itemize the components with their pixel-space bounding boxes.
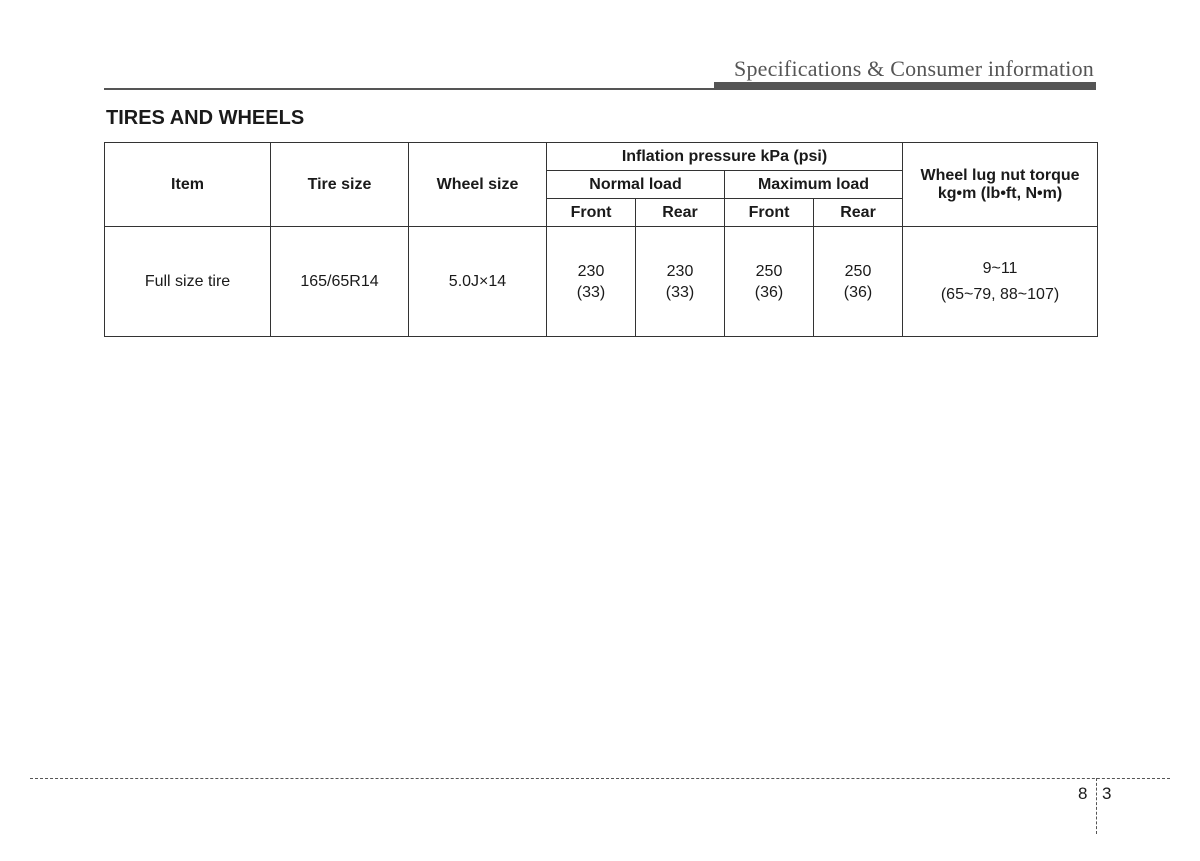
cell-max-front-psi: (36): [754, 283, 784, 301]
footer-dashed-rule: [30, 778, 1170, 779]
footer-page-divider: [1096, 778, 1097, 834]
cell-wheel-size: 5.0J×14: [409, 227, 547, 337]
cell-normal-front-psi: (33): [576, 283, 606, 301]
cell-max-front: [725, 227, 814, 337]
page-number: 3: [1102, 784, 1112, 803]
cell-torque-other: (65~79, 88~107): [940, 285, 1060, 303]
cell-tire-size: 165/65R14: [271, 227, 409, 337]
header-item: Item: [105, 143, 271, 227]
header-inflation-pressure: Inflation pressure kPa (psi): [547, 143, 903, 171]
running-header-title: Specifications & Consumer information: [734, 56, 1094, 81]
header-normal-rear: Rear: [636, 199, 725, 227]
cell-normal-rear: [636, 227, 725, 337]
cell-torque: [903, 227, 1098, 337]
cell-normal-front: [547, 227, 636, 337]
header-max-rear: Rear: [814, 199, 903, 227]
section-title: TIRES AND WHEELS: [106, 107, 305, 129]
cell-normal-rear-psi: (33): [665, 283, 695, 301]
header-normal-front: Front: [547, 199, 636, 227]
header-lug-nut-torque: [903, 143, 1098, 227]
header-normal-load: Normal load: [547, 171, 725, 199]
tires-wheels-table: [104, 142, 1098, 337]
cell-normal-front-kpa: 230: [577, 262, 605, 280]
cell-torque-kgm: 9~11: [982, 259, 1018, 277]
header-rule: [104, 88, 716, 90]
page-chapter-number: 8: [1078, 784, 1088, 803]
cell-normal-rear-kpa: 230: [666, 262, 694, 280]
header-maximum-load: Maximum load: [725, 171, 903, 199]
header-wheel-size: Wheel size: [409, 143, 547, 227]
header-max-front: Front: [725, 199, 814, 227]
cell-max-rear-psi: (36): [843, 283, 873, 301]
cell-max-rear-kpa: 250: [844, 262, 872, 280]
header-tire-size: Tire size: [271, 143, 409, 227]
cell-max-front-kpa: 250: [755, 262, 783, 280]
table-row: [105, 227, 1098, 337]
header-torque-line2: kg•m (lb•ft, N•m): [937, 184, 1063, 202]
header-rule-accent: [714, 82, 1096, 90]
cell-max-rear: [814, 227, 903, 337]
header-torque-line1: Wheel lug nut torque: [920, 166, 1080, 184]
cell-item: Full size tire: [105, 227, 271, 337]
